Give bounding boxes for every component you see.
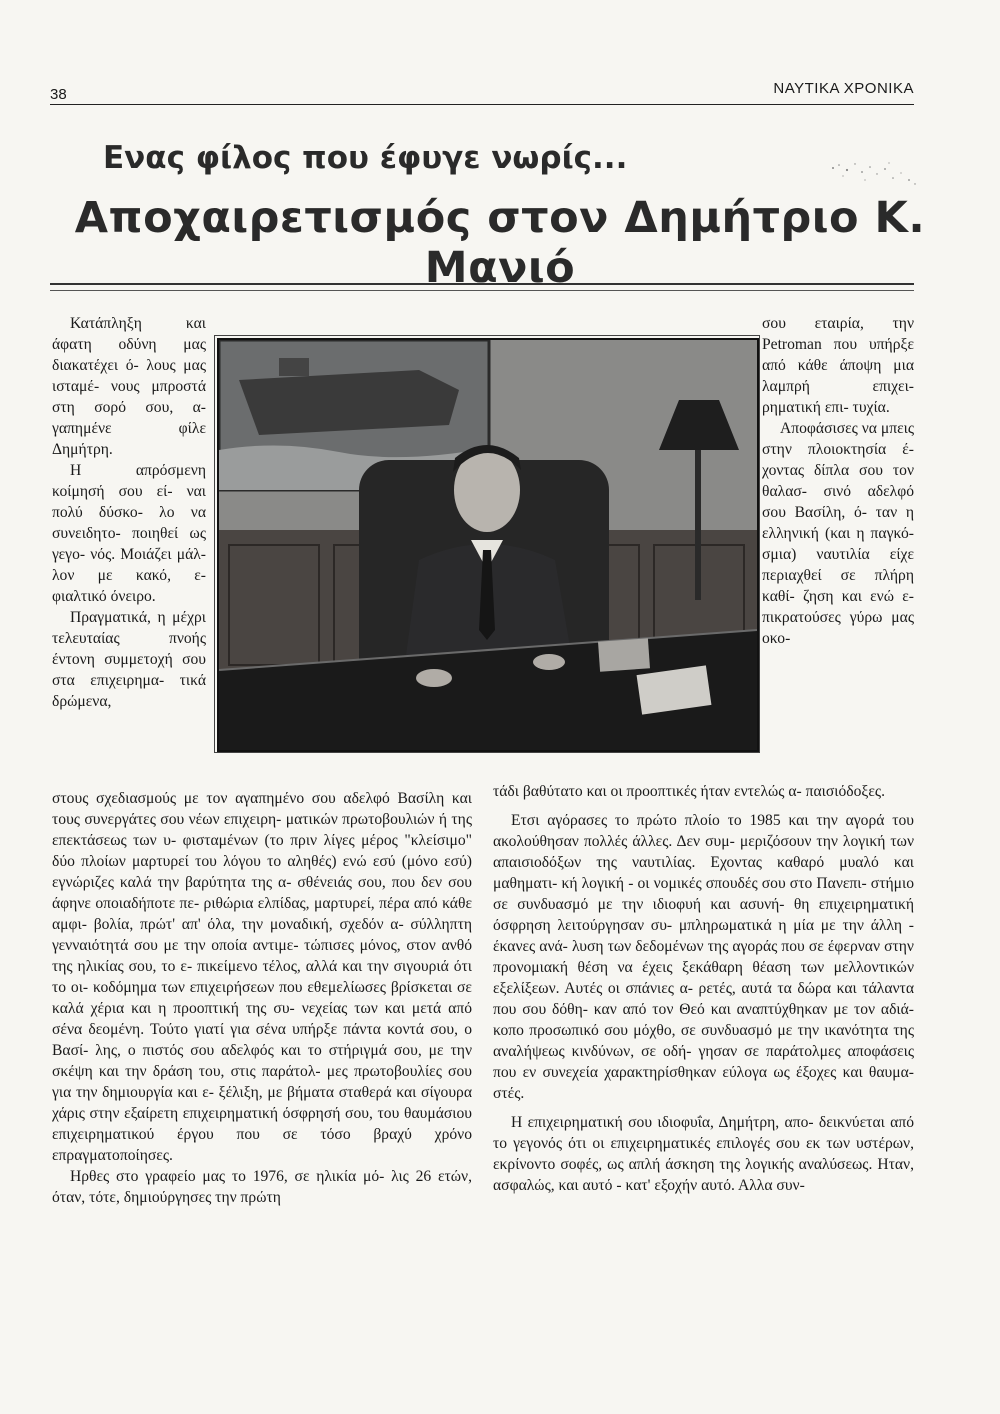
title-divider [50, 283, 914, 291]
column-left-narrow [52, 313, 206, 712]
paragraph: στους σχεδιασμούς με τον αγαπημένο σου αδελφό Βασίλη και τους συνεργάτες σου νέων επιχειρη- ματικών πρωτοβουλιών ή της επεκτάσεως των υ- φισταμένων (το πριν λίγες μέρος "κλείσιμο" δύο πλοίων μαρτυρεί του λόγου το αληθές) ενώ εσύ (μόνο εσύ) εγνώριζες καλά την βαρύτητα της α- σθένειάς σου, που δεν σου άφηνε οποιαδήποτε πε- ριθώρια ελπίδας, μαρτυρεί, πέρα από κάθε αμφι- βολία, πρώτ' απ' όλα, την μοναδική, σχεδόν α- σύλληπτη γενναιότητά σου με την οποία αντιμε- τώπισες μόνος, στον ανθό της ηλικίας σου, το ε- πικείμενο τέλος, αλλά και την σιγουριά ότι το οι- κοδόμημα των επιχειρήσεων που εθεμελίωσες βρίσκεται σε καλά χέρια και η προοπτική της συ- νεχείας των και μετά από σένα δεομένη. Τούτο γιατί για σένα υπήρξε πάντα κοντά σου, ο Βασί- λης, ο πιστός σου αδελφός και το στήριγμά σου, με την σκέψη και την δράση του, στις παράτολ- μες πρωτοβουλίες σου για την δημιουργία και ε- ξέλιξη, με βήματα σταθερά και σίγουρα χάρις στην εξαίρετη επιχειρηματική όσφρησή σου, του θαυμάσιου επιχειρηματικού έργου που σε τόσο βραχύ χρόνο επραγματοποίησες. [52, 790, 472, 1164]
portrait-photo [217, 338, 759, 752]
paragraph: Η επιχειρηματική σου ιδιοφυΐα, Δημήτρη, απο- δεικνύεται από το γεγονός ότι οι επιχειρηματικές επιλογές σου εκ των υστέρων, εκρίνοντο σοφές, ως απλή άσκηση της λογικής αναλύσεως. Ηταν, ασφαλώς, και αυτό - κατ' εξοχήν αυτό. Αλλα συν- [493, 1114, 914, 1194]
page-number: 38 [50, 86, 67, 103]
publication-name: ΝΑΥΤΙΚΑ ΧΡΟΝΙΚΑ [773, 80, 914, 97]
paragraph: Πραγματικά, η μέχρι τελευταίας πνοής έντονη συμμετοχή σου στα επιχειρημα- τικά δρώμενα, [52, 609, 206, 710]
column-right-main [493, 781, 914, 1196]
page-header [50, 76, 914, 105]
paragraph: Ηρθες στο γραφείο μας το 1976, σε ηλικία μό- λις 26 ετών, όταν, τότε, δημιούργησες την πρώτη [52, 1168, 472, 1206]
paragraph: Αποφάσισες να μπεις στην πλοιοκτησία έ- χοντας δίπλα σου τον θαλασ- σινό αδελφό σου Βασίλη, ό- ταν η ελληνική (και η παγκό- σμια) ναυτιλία είχε περιαχθεί σε πλήρη καθί- ζηση και ενώ ε- πικρατούσες γύρω μας οκο- [762, 420, 915, 647]
article-title: Αποχαιρετισμός στον Δημήτριο Κ. Μανιό [74, 193, 926, 293]
paragraph: σου εταιρία, την Petroman που υπήρξε από κάθε άποψη μια λαμπρή επιχει- ρηματική επι- τυχία. [762, 315, 914, 416]
column-left-main [52, 788, 472, 1208]
paragraph: Ετσι αγόρασες το πρώτο πλοίο το 1985 και την αγορά του ακολούθησαν πολλές άλλες. Δεν συμ- μεριζόσουν την λογική των απαισιοδόξων της ναυτιλίας. Εχοντας καθαρό μυαλό και μαθηματι- κή λογική - οι νομικές σπουδές σου στο Πανεπι- στήμιο σε συνδυασμό με την ιδιοφυή και ασυνή- θη επιχειρηματική όσφρηση λειτούργησαν συ- μπληρωματικά η μία με την άλλη - έκανες ανά- λυση των δεδομένων της αγοράς που σε έφερναν στην προνομιακή θέση να έχεις ξεκάθαρη θέαση των μελλοντικών εξελίξεων. Αυτές οι σπάνιες α- ρετές, αυτά τα δώρα και τάλαντα που σου δόθη- καν από τον Θεό και αναπτύχθηκαν με τον αδιά- κοπο προσωπικό σου μόχθο, σε συνδυασμό με την ικανότητα της αναλήψεως κινδύνων, σε οδή- γησαν σε παράτολμες αποφάσεις που εν συνεχεία χαρακτηρίσθηκαν εύλογα ως έξοχες και θαυμα- στές. [493, 812, 914, 1102]
office-portrait-illustration [219, 340, 757, 750]
print-speckle-decoration [825, 158, 925, 188]
column-right-narrow [762, 313, 914, 649]
paragraph: Κατάπληξη και άφατη οδύνη μας διακατέχει ό- λους μας ισταμέ- νους μπροστά στη σορό σου, α- γαπημένε φίλε Δημήτρη. [52, 315, 206, 458]
paragraph: τάδι βαθύτατο και οι προοπτικές ήταν εντελώς α- παισιόδοξες. [493, 783, 885, 800]
article-kicker: Ενας φίλος που έφυγε νωρίς... [103, 140, 628, 176]
paragraph: Η απρόσμενη κοίμησή σου εί- ναι πολύ δύσκο- λο να συνειδητο- ποιηθεί ως γεγο- νός. Μοιάζει μάλ- λον με κακό, ε- φιαλτικό όνειρο. [52, 462, 206, 605]
